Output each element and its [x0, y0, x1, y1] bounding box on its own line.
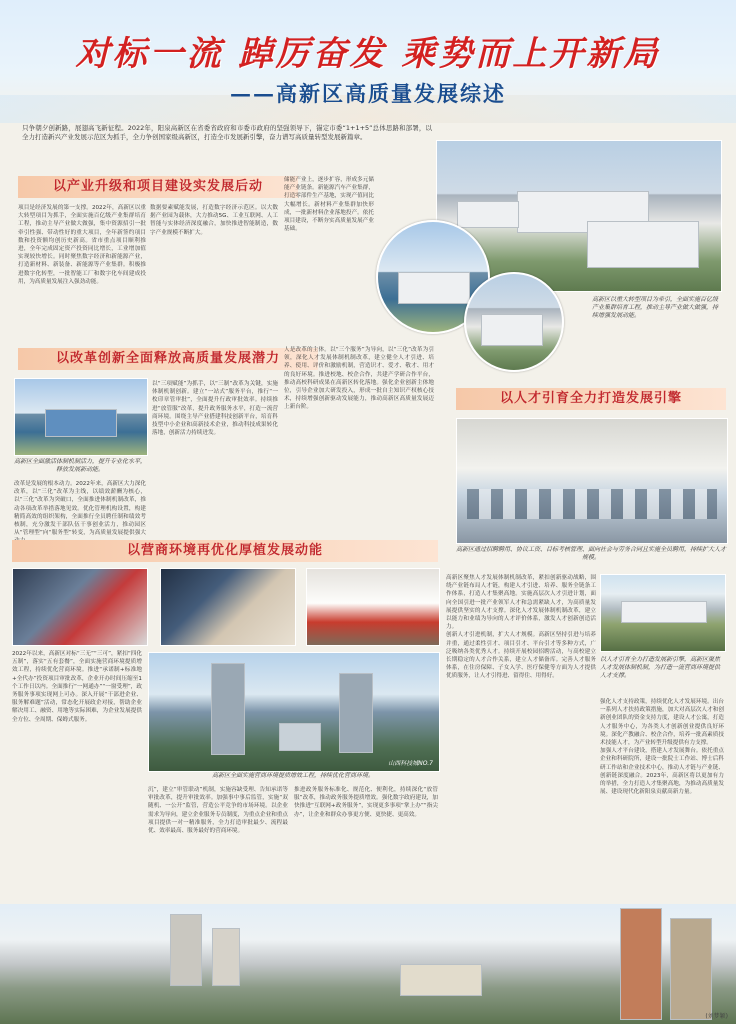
- main-title: 对标一流 踔厉奋发 乘势而上开新局: [75, 34, 661, 74]
- section2-body-col2: 以“三项赋能”为抓手，以“三制”改革为关键，实施体制机制创新。建立“一站式”服务平台，推行“一枚印章管审批”，全面提升行政审批效率。持续推进“放管服”改革，提升政务服务水平，打造一流营商环境。围绕主导产业搭建科技创新平台，培育科技型中小企业和高新技术企业，推动科技成果转化落地，创新活力持续迸发。: [152, 381, 278, 437]
- office-complex-photo: [14, 378, 148, 456]
- author-credit: (刘梦颖): [705, 1013, 728, 1020]
- section1-body-col2: 数据要素赋能发展，打造数字经济示范区。以大数据产业园为载体，大力推动5G、工业互联网、人工智能与实体经济深度融合，加快推进智能制造，数字产业规模不断扩大。: [150, 205, 278, 236]
- section3-body-col2: 沉”，建立“审管联动”机制，实施容缺受理、告知承诺等审批改革，提升审批效率。加强事中事后监管，实施“双随机、一公开”监管，营造公平竞争的市场环境。以企业需求为导向，建立企业服务专员制度，为重点企业和重点项目提供一对一精准服务，全力打造审批最少、流程最优、效率最高、服务最好的营商环境。: [148, 787, 288, 835]
- section4-body-p2: 创新人才引进机制，扩大人才规模。高新区坚持引进与培养并重，通过柔性引才、项目引才、平台引才等多种方式，广泛吸纳各类优秀人才。持续开展校园招聘活动，与高校建立长期稳定的人才合作关系，建立人才储备库。完善人才服务体系，在住房保障、子女入学、医疗保健等方面为人才提供优质服务，让人才引得进、留得住、用得好。: [446, 632, 596, 680]
- page-header: [0, 0, 736, 122]
- section3-title: 以营商环境再优化厚植发展动能: [12, 540, 438, 562]
- section4-inset-caption: 以人才引育全力打造发展新引擎，高新区聚焦人才发展体制机制，为打造一流营商环境提供人才支撑。: [600, 656, 721, 679]
- section4-photo-caption: 高新区通过招聘聘用、协议工资、目标考核管理、面向社会与劳务合同且实施全员聘用，持续扩大人才规模。: [456, 546, 727, 561]
- plant-circle-photo-2: [464, 272, 564, 372]
- city-skyline-photo: [0, 904, 736, 1024]
- section1-title: 以产业升级和项目建设实发展后动: [18, 176, 298, 198]
- tower-photo-label: 山西科技城NO.7: [388, 760, 433, 767]
- section4-body-p4: 加强人才平台建设，搭建人才发展舞台。依托重点企业和科研院所，建设一批院士工作站、博士后科研工作站和企业技术中心，推动人才链与产业链、创新链深度融合。2023年，高新区将以更加有力的举措，全力打造人才集聚高地，为推动高质量发展、建设现代化新阳泉贡献高新力量。: [600, 748, 724, 796]
- section4-body-col2: [600, 698, 724, 898]
- service-hall-photo: [160, 568, 296, 646]
- subtitle: ——高新区高质量发展综述: [230, 81, 506, 106]
- section1-body-col3: 储能产业上，逐步扩容，形成多元储能产业链条。新能源汽车产业集群，打造零部件生产基地，实现产值同比大幅增长。新材料产业集群加快形成，一批新材料企业落地投产。依托项目建设，不断夯实高质量发展产业基础。: [284, 177, 374, 233]
- production-line-photo: [12, 568, 148, 646]
- section1-photo-caption: 高新区以重大转型项目为牵引，全面实施百亿级产业集群培育工程，推动主导产业做大做强，持续增强发展动能。: [592, 296, 719, 319]
- section4-body-p1: 高新区聚焦人才发展体制机制改革，紧扣创新驱动战略，围绕产业链布局人才链，构建人才引进、培养、服务全链条工作体系，打造人才集聚高地。实施高层次人才引进计划，面向全国引进一批产业领军人才和急需紧缺人才，为高质量发展提供坚实的人才支撑。深化人才发展体制机制改革，建立以能力和业绩为导向的人才评价体系，激发人才创新创造活力。: [446, 575, 596, 631]
- section1-body: 项目是经济发展的第一支撑。2022年，高新区以重大转型项目为抓手，全面实施百亿级产业集群培育工程，推动主导产业做大做强，集中资源招引一批牵引性强、带动性好的重大项目，全年新签约项目数和投资额均创历史新高。省市重点项目顺利推进，全年完成固定资产投资同比增长，工业增加值实现较快增长。同时聚焦数字经济和新能源产业，打造新材料、新装备、新能源等产业集群。积极推进数字化转型，一批智能工厂和数字化车间建成投用，为高质量发展注入强劲动能。: [18, 205, 146, 285]
- section3-body-col3: 推进政务服务标准化、规范化、便利化，持续深化“放管服”改革，推动政务服务提质增效。强化数字政府建设，加快推进“互联网+政务服务”，实现更多事项“掌上办”“指尖办”，让企业和群众办事更方便、更快捷、更高效。: [294, 787, 438, 818]
- section4-body: [446, 574, 596, 898]
- recruitment-meeting-photo: [456, 418, 728, 544]
- intro-paragraph: 只争朝夕创新路，展翅高飞新征程。2022年，阳泉高新区在省委省政府和市委市政府的坚强领导下，锚定市委“1+1+5”总体思路和部署，以全力打造新兴产业发展示范区为抓手，全力争创国家级高新区，打造全市发展新引擎，奋力谱写高质量转型发展新篇章。: [22, 124, 432, 141]
- section4-title: 以人才引育全力打造发展引擎: [456, 388, 726, 410]
- tower-district-photo: [148, 652, 440, 772]
- section2-body-col3: 人是改革的主体。以“三个服务”为导向，以“三化”改革为引领，深化人才发展体制机制改革，建立健全人才引进、培养、使用、评价和激励机制，营造识才、爱才、敬才、用才的良好环境。推进校地、校企合作，共建产学研合作平台，推动高校科研成果在高新区转化落地。强化企业创新主体地位，引导企业加大研发投入，形成一批自主知识产权核心技术，持续增强创新驱动发展能力，推动高新区高质量发展迈上新台阶。: [284, 347, 434, 411]
- section4-body-p3: 强化人才支持政策，持续优化人才发展环境。出台一系列人才扶持政策措施，加大对高层次人才和创新创业团队的资金支持力度，建设人才公寓，打造人才服务中心，为各类人才创新创业提供良好环境。深化产教融合、校企合作，培养一批高素质技术技能人才，为产业转型升级提供有力支撑。: [600, 699, 724, 747]
- section2-body: 改革是发展的根本动力。2022年来，高新区大力深化改革，以“三化”改革为主线，以绩效薪酬为核心，以“三化”改革为突破口，全面推进体制机制改革，推动各项改革举措落地见效。优化管理机构设置，构建精简高效的组织架构，全面推行全员聘任制和绩效考核制，充分激发干部队伍干事创业活力，推动园区从“管理型”向“服务型”转变，为高质量发展提供强大: [14, 481, 146, 537]
- section2-photo-caption: 高新区全面激活体制机制活力，提升专业化水平，释放发展新动能。: [14, 458, 147, 473]
- chef-photo: [306, 568, 440, 646]
- section2-title: 以改革创新全面释放高质量发展潜力: [18, 348, 318, 370]
- section3-body: 2022年以来，高新区对标“三无”“三可”，紧扣“四化五制”，落实“五有套餐”，全面实施营商环境提质增效工程，持续优化营商环境。推进“承诺制+标准地+全代办”投资项目审批改革，企业开办时间压缩至1个工作日以内。全面推行“一网通办”“一窗受理”，政务服务事项实现网上可办。深入开展“干部进企业、服务解难题”活动，常态化开展政企对接，帮助企业解决用工、融资、用地等实际困难，为企业发展提供全方位、全周期、保姆式服务。: [12, 651, 142, 723]
- section3-photo-caption: 高新区全面实施营商环境提质增效工程，持续优化营商环境。: [211, 772, 374, 779]
- campus-aerial-photo: [600, 574, 726, 652]
